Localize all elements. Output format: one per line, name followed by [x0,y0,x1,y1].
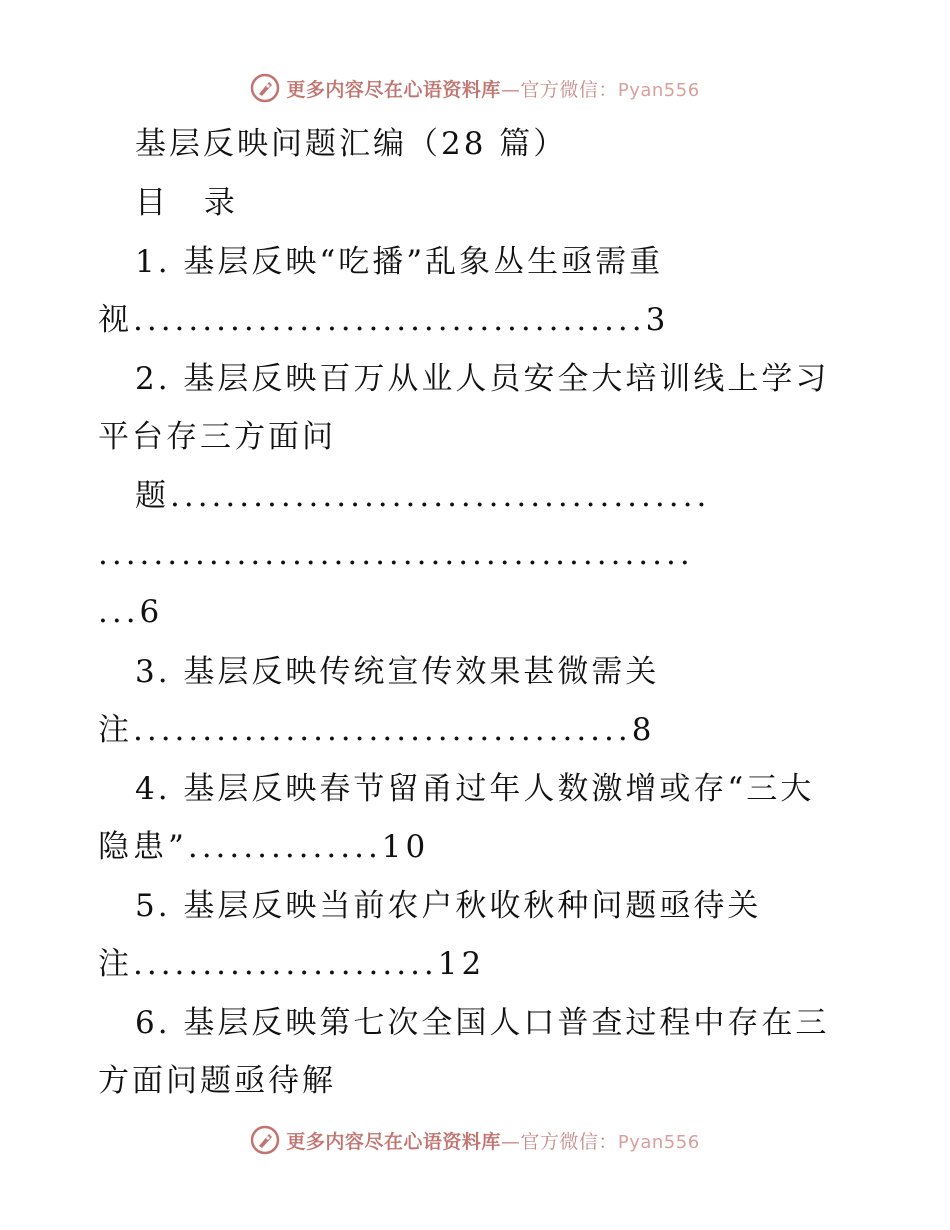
toc-entry-6-cont: 方面问题亟待解 [98,1063,336,1099]
pen-nib-logo-icon [250,73,280,103]
watermark-text: 更多内容尽在心语资料库—官方微信：Pyan556 [286,78,700,101]
toc-entry-2: 2. 基层反映百万从业人员安全大培训线上学习 [135,361,830,397]
footer-watermark [0,1120,950,1160]
toc-entry-1: 1. 基层反映“吃播”乱象丛生亟需重 [135,244,664,280]
toc-entry-2-page: ...6 [98,594,164,630]
toc-entry-5-page: 注......................12 [98,946,486,982]
toc-entry-4: 4. 基层反映春节留甬过年人数激增或存“三大 [135,771,815,807]
toc-entry-2-dots: 题....................................... [135,478,711,514]
toc-entry-4-page: 隐患”..............10 [98,829,430,865]
document-title: 基层反映问题汇编（28 篇） [135,126,568,162]
toc-entry-2-cont: 平台存三方面问 [98,419,336,455]
toc-entry-2-dots-cont: ........................................... [98,536,694,572]
toc-entry-6: 6. 基层反映第七次全国人口普查过程中存在三 [135,1005,830,1041]
pen-nib-logo-icon [250,1125,280,1155]
toc-entry-5: 5. 基层反映当前农户秋收秋种问题亟待关 [135,888,762,924]
toc-entry-1-page: 视.....................................3 [98,302,670,338]
toc-heading: 目 录 [135,185,249,221]
header-watermark [0,68,950,108]
toc-entry-3: 3. 基层反映传统宣传效果甚微需关 [135,654,660,690]
toc-entry-3-page: 注....................................8 [98,712,656,748]
watermark-text: 更多内容尽在心语资料库—官方微信：Pyan556 [286,1130,700,1153]
